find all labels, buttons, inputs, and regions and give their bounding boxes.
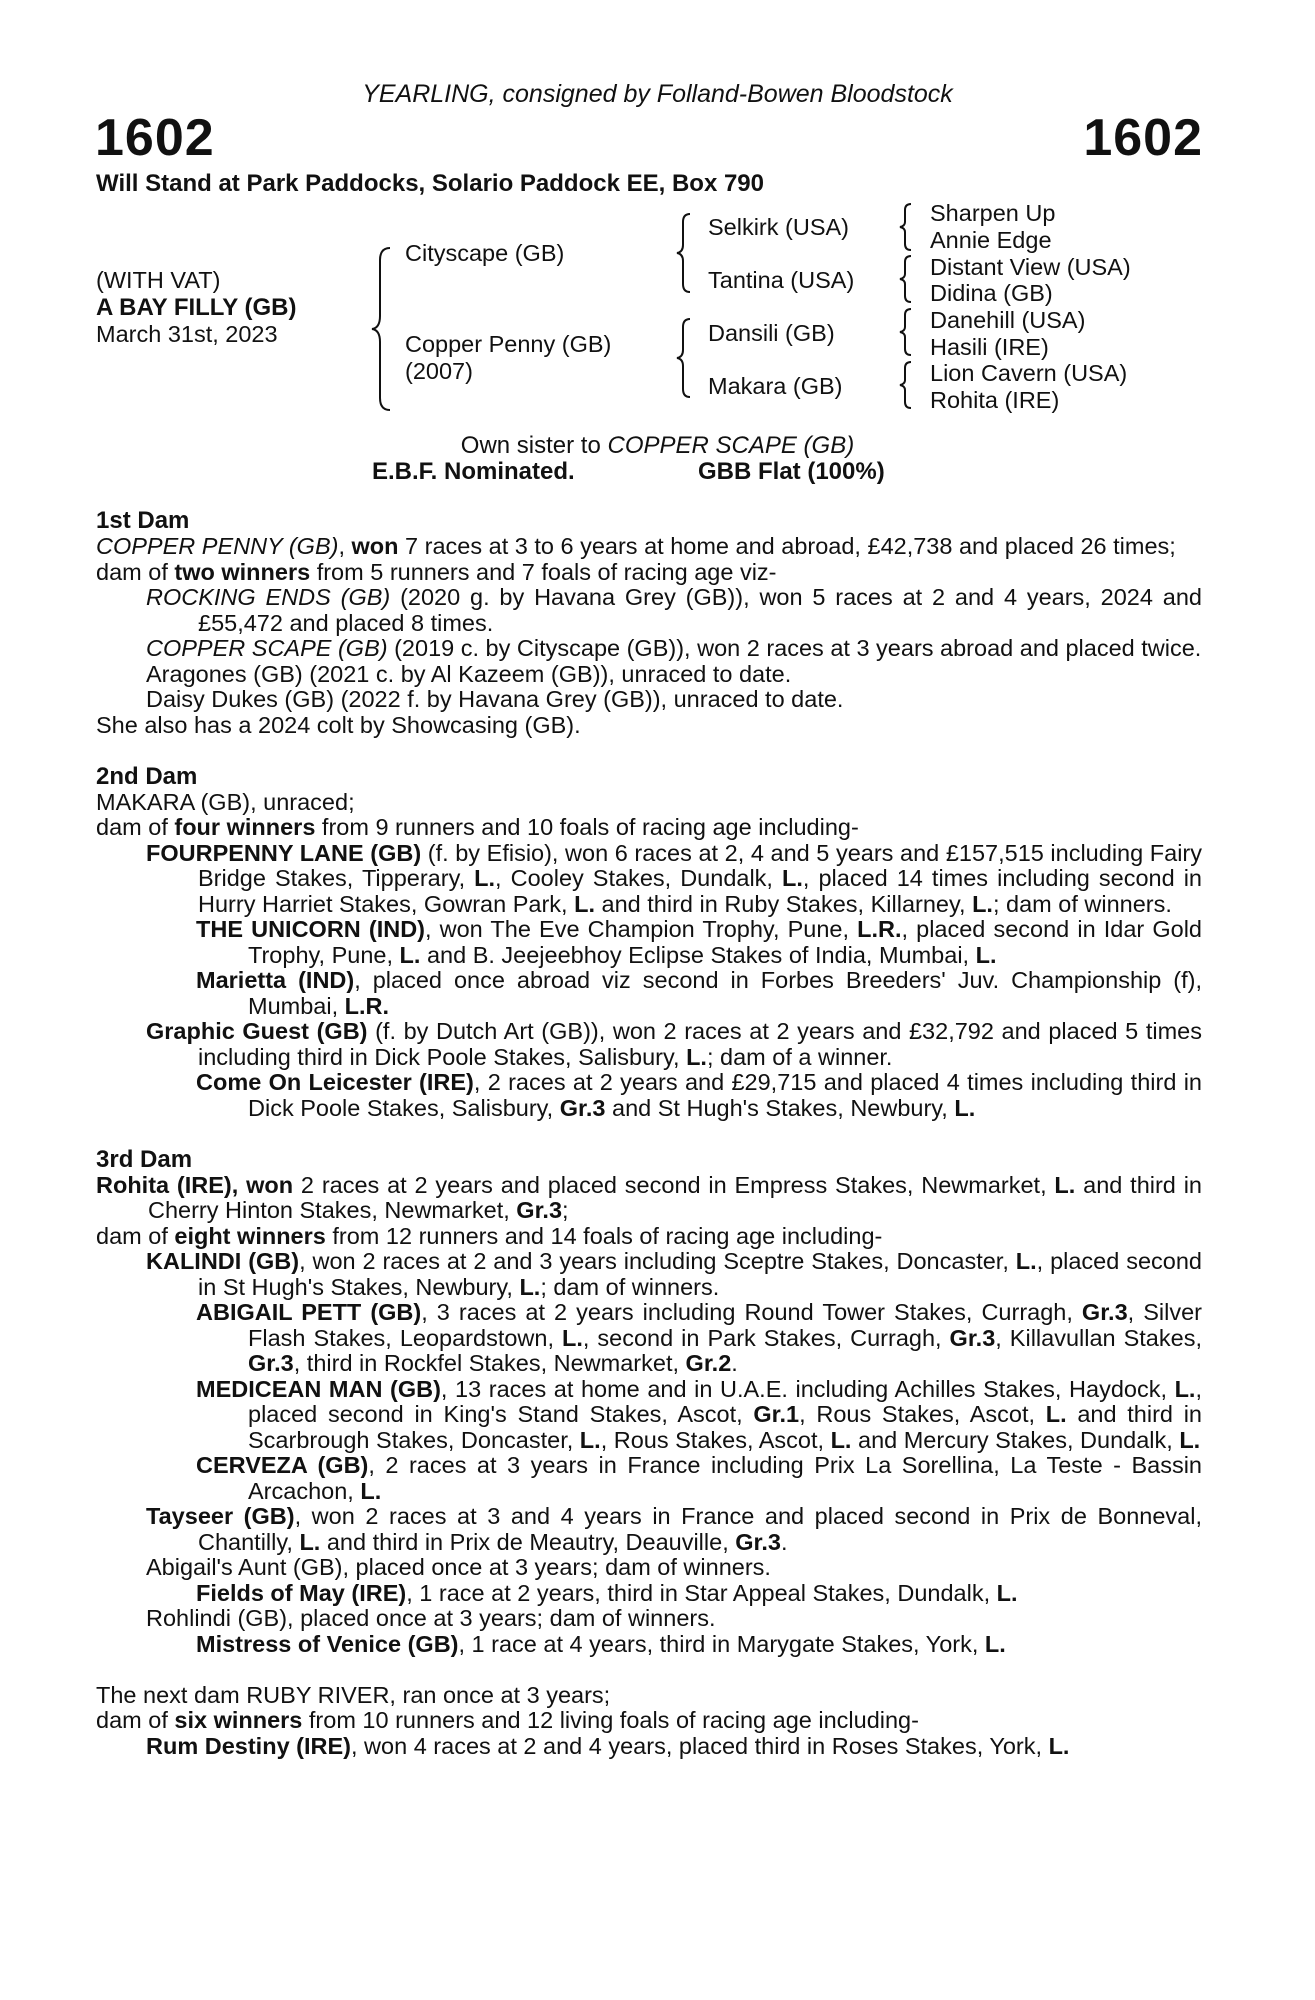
pedigree-brace-dam <box>675 317 693 399</box>
text: , placed 14 times including second in Hurry Harriet Stakes, Gowran Park, <box>198 865 1202 917</box>
gbb-note: GBB Flat (100%) <box>698 458 885 485</box>
produce-name: Graphic Guest (GB) <box>146 1018 368 1044</box>
text: . <box>731 1350 738 1376</box>
spacer <box>96 1121 1202 1147</box>
spacer <box>96 1657 1202 1683</box>
text: Gr.3 <box>735 1528 781 1555</box>
produce-name: ROCKING ENDS (GB) <box>146 584 391 610</box>
text: 2 races at 2 years and placed second in Empress Stakes, Newmarket, <box>293 1171 1055 1198</box>
text: dam of <box>96 1707 175 1733</box>
won-label: won <box>351 533 399 559</box>
ebf-note: E.B.F. Nominated. <box>372 458 575 485</box>
text: and third in Prix de Meautry, Deauville, <box>320 1528 736 1555</box>
pedigree-gen4-7: Lion Cavern (USA) <box>930 360 1128 386</box>
text: L. <box>1179 1426 1201 1453</box>
winners-count: six winners <box>174 1707 303 1733</box>
text: dam of <box>96 558 175 585</box>
text: , won 4 races at 2 and 4 years, placed third in Roses Stakes, York, <box>351 1732 1049 1759</box>
produce-aragones: Aragones (GB) (2021 c. by Al Kazeem (GB)), unraced to date. <box>146 660 792 687</box>
text: L.R. <box>344 992 390 1019</box>
text: , 3 races at 2 years including Round Tower Stakes, Curragh, <box>421 1299 1082 1325</box>
second-dam-heading: 2nd Dam <box>96 762 198 790</box>
text: , placed second in St Hugh's Stakes, Newbury, <box>198 1248 1202 1300</box>
next-dam-produce-summary <box>96 1708 1202 1734</box>
text: , won The Eve Champion Trophy, Pune, <box>425 916 858 942</box>
text: , won 2 races at 2 and 3 years including Sceptre Stakes, Doncaster, <box>299 1248 1016 1274</box>
text: , placed once abroad viz second in Forbes Breeders' Juv. Championship (f), Mumbai, <box>248 967 1202 1019</box>
pedigree-gen4-4: Didina (GB) <box>930 280 1053 306</box>
text: and third in Ruby Stakes, Killarney, <box>595 890 973 917</box>
text: , Rous Stakes, Ascot, <box>799 1401 1046 1427</box>
produce-rum-destiny <box>96 1734 1202 1760</box>
produce-rocking-ends <box>96 585 1202 636</box>
first-dam-text: 7 races at 3 to 6 years at home and abroad, £42,738 and placed 26 times; <box>398 533 1176 559</box>
produce-abigail-pett <box>96 1300 1202 1377</box>
text: , 2 races at 2 years and £29,715 and placed 4 times including third in Dick Poole Stakes, Salisbury, <box>248 1069 1202 1121</box>
text: and B. Jeejeebhoy Eclipse Stakes of India, Mumbai, <box>420 941 976 968</box>
lot-number-right: 1602 <box>1083 109 1203 167</box>
produce-copper-scape <box>96 636 1202 662</box>
pedigree-brace-sire <box>675 212 693 294</box>
text: and third in Scarbrough Stakes, Doncaster, <box>248 1401 1202 1453</box>
text: L. <box>299 1528 321 1555</box>
third-dam-name: Rohita (IRE) <box>96 1171 232 1198</box>
pedigree-gen4-8: Rohita (IRE) <box>930 387 1060 413</box>
text: , second in Park Stakes, Curragh, <box>582 1324 950 1351</box>
text: (f. by Dutch Art (GB)), won 2 races at 2 years and £32,792 and placed 5 times including third in Dick Poole Stakes, Salisbury, <box>198 1018 1202 1070</box>
text: L. <box>1174 1375 1196 1402</box>
horse-name: A BAY FILLY (GB) <box>96 294 297 321</box>
text: and third in Cherry Hinton Stakes, Newmarket, <box>148 1171 1202 1223</box>
text: dam of <box>96 814 175 840</box>
vat-note: (WITH VAT) <box>96 267 221 293</box>
text: . <box>780 1528 788 1555</box>
produce-abigails-aunt: Abigail's Aunt (GB), placed once at 3 years; dam of winners. <box>146 1554 771 1580</box>
pedigree-gen4-2: Annie Edge <box>930 227 1052 253</box>
stand-location: Will Stand at Park Paddocks, Solario Paddock EE, Box 790 <box>96 170 765 197</box>
winners-count: two winners <box>174 558 311 585</box>
produce-name: Tayseer (GB) <box>146 1503 295 1529</box>
text: L. <box>954 1094 976 1121</box>
produce-name: Mistress of Venice (GB) <box>196 1630 459 1657</box>
text: L. <box>686 1043 707 1070</box>
first-dam-heading: 1st Dam <box>96 507 190 534</box>
text: , won 2 races at 3 and 4 years in France and placed second in Prix de Bonneval, Chantilly, <box>198 1503 1202 1555</box>
text: L. <box>399 941 421 968</box>
produce-mistress-of-venice <box>96 1632 1202 1658</box>
pedigree-brace-g4-1 <box>898 202 914 252</box>
pedigree-gen4-3: Distant View (USA) <box>930 254 1131 280</box>
pedigree-brace-g4-2 <box>898 254 914 304</box>
produce-the-unicorn <box>96 917 1202 968</box>
pedigree-sire: Cityscape (GB) <box>405 240 565 266</box>
text: (2020 g. by Havana Grey (GB)), won 5 races at 2 and 4 years, 2024 and £55,472 and placed 8 times. <box>198 584 1202 636</box>
text: L. <box>1045 1401 1067 1427</box>
text: L. <box>519 1273 541 1300</box>
text: , 2 races at 3 years in France including Prix La Sorellina, La Teste - Bassin Arcachon, <box>248 1452 1202 1504</box>
pedigree-gen4-5: Danehill (USA) <box>930 307 1086 333</box>
text: L. <box>574 890 595 917</box>
text: L. <box>830 1426 852 1453</box>
text: , 1 race at 2 years, third in Star Appeal Stakes, Dundalk, <box>406 1579 997 1606</box>
horse-dob: March 31st, 2023 <box>96 321 278 347</box>
text: Gr.3 <box>949 1324 996 1351</box>
text: , Rous Stakes, Ascot, <box>600 1426 831 1453</box>
produce-name: THE UNICORN (IND) <box>196 916 425 942</box>
text: from 12 runners and 14 foals of racing age including- <box>325 1222 883 1249</box>
produce-come-on-leicester <box>96 1070 1202 1121</box>
lot-number-left: 1602 <box>95 109 215 167</box>
text: L. <box>984 1630 1006 1657</box>
produce-note: She also has a 2024 colt by Showcasing (GB). <box>96 711 581 738</box>
text: dam of <box>96 1222 175 1249</box>
produce-name: KALINDI (GB) <box>146 1248 300 1274</box>
pedigree-sire-dam: Tantina (USA) <box>708 267 855 293</box>
text: and St Hugh's Stakes, Newbury, <box>605 1094 955 1121</box>
text: Gr.2 <box>685 1350 732 1376</box>
produce-name: ABIGAIL PETT (GB) <box>196 1299 422 1325</box>
text: Gr.1 <box>753 1401 800 1427</box>
own-sister-note <box>0 432 1315 460</box>
own-sister-prefix: Own sister to <box>460 432 608 459</box>
catalogue-body <box>96 508 1202 1759</box>
produce-fields-of-may <box>96 1581 1202 1607</box>
produce-name: FOURPENNY LANE (GB) <box>146 839 422 866</box>
pedigree-brace-g4-4 <box>898 360 914 410</box>
text: L. <box>972 890 993 917</box>
first-dam-name: COPPER PENNY (GB) <box>96 533 339 559</box>
text: Gr.3 <box>1081 1299 1128 1325</box>
third-dam-produce-summary <box>96 1224 1202 1250</box>
text: L. <box>474 865 496 891</box>
text: (2019 c. by Cityscape (GB)), won 2 races at 3 years abroad and placed twice. <box>387 635 1202 661</box>
text: L. <box>561 1324 583 1351</box>
pedigree-gen4-6: Hasili (IRE) <box>930 334 1049 360</box>
text: L. <box>1048 1732 1070 1759</box>
third-dam-record <box>96 1173 1202 1224</box>
pedigree-sire-sire: Selkirk (USA) <box>708 214 850 240</box>
text: ; dam of a winner. <box>706 1043 893 1070</box>
third-dam-heading: 3rd Dam <box>96 1145 193 1173</box>
pedigree-dam-sire: Dansili (GB) <box>708 320 835 346</box>
text: from 10 runners and 12 living foals of racing age including- <box>302 1707 919 1733</box>
pedigree-dam-year: (2007) <box>405 358 473 384</box>
text: L. <box>579 1426 601 1453</box>
text: , 1 race at 4 years, third in Marygate Stakes, York, <box>458 1630 985 1657</box>
produce-kalindi <box>96 1249 1202 1300</box>
produce-name: MEDICEAN MAN (GB) <box>196 1375 441 1402</box>
own-sister-name: COPPER SCAPE (GB) <box>607 432 855 459</box>
produce-medicean-man <box>96 1377 1202 1454</box>
text: , Silver Flash Stakes, Leopardstown, <box>248 1299 1202 1351</box>
produce-cerveza <box>96 1453 1202 1504</box>
won-label: , won <box>231 1171 294 1198</box>
produce-graphic-guest <box>96 1019 1202 1070</box>
text: Gr.3 <box>248 1350 294 1376</box>
pedigree-dam-dam: Makara (GB) <box>708 373 843 399</box>
catalogue-subtitle: YEARLING, consigned by Folland-Bowen Bloodstock <box>362 80 953 108</box>
text: , placed second in Idar Gold Trophy, Pune, <box>248 916 1202 968</box>
pedigree-brace-main <box>370 246 394 412</box>
first-dam-produce-summary <box>96 560 1202 586</box>
text: Gr.3 <box>559 1094 606 1121</box>
produce-name: COPPER SCAPE (GB) <box>146 635 388 661</box>
first-dam-record: COPPER PENNY (GB), won 7 races at 3 to 6 years at home and abroad, £42,738 and placed 26 times; <box>96 533 1176 559</box>
text: L.R. <box>857 916 902 942</box>
produce-daisy-dukes: Daisy Dukes (GB) (2022 f. by Havana Grey (GB)), unraced to date. <box>146 686 844 712</box>
pedigree-gen4-1: Sharpen Up <box>930 200 1056 226</box>
text: L. <box>996 1579 1018 1606</box>
text: , 13 races at home and in U.A.E. including Achilles Stakes, Haydock, <box>440 1375 1175 1402</box>
pedigree-dam: Copper Penny (GB) <box>405 331 612 357</box>
produce-name: Fields of May (IRE) <box>196 1579 407 1606</box>
text: L. <box>782 865 803 891</box>
text: from 5 runners and 7 foals of racing age viz- <box>310 558 777 585</box>
second-dam-produce-summary <box>96 815 1202 841</box>
winners-count: eight winners <box>174 1222 326 1249</box>
produce-name: Marietta (IND) <box>196 967 355 993</box>
produce-rohlindi: Rohlindi (GB), placed once at 3 years; dam of winners. <box>146 1605 716 1631</box>
winners-count: four winners <box>174 814 316 840</box>
pedigree-brace-g4-3 <box>898 307 914 357</box>
text: (f. by Efisio), won 6 races at 2, 4 and 5 years and £157,515 including Fairy Bridge Stakes, Tipperary, <box>198 839 1202 891</box>
spacer <box>96 738 1202 764</box>
produce-name: Come On Leicester (IRE) <box>196 1069 474 1095</box>
produce-name: Rum Destiny (IRE) <box>146 1732 351 1759</box>
text: ; dam of winners. <box>540 1273 720 1300</box>
text: L. <box>1015 1248 1037 1274</box>
text: , placed second in King's Stand Stakes, Ascot, <box>248 1375 1202 1427</box>
text: ; <box>562 1197 569 1223</box>
text: ; dam of winners. <box>992 890 1172 917</box>
text: Gr.3 <box>516 1197 563 1223</box>
text: , third in Rockfel Stakes, Newmarket, <box>293 1350 686 1376</box>
produce-marietta <box>96 968 1202 1019</box>
text: from 9 runners and 10 foals of racing age including- <box>315 814 859 840</box>
text: L. <box>975 941 997 968</box>
produce-name: CERVEZA (GB) <box>196 1452 369 1478</box>
produce-tayseer <box>96 1504 1202 1555</box>
next-dam-record: The next dam RUBY RIVER, ran once at 3 years; <box>96 1681 611 1708</box>
text: , Cooley Stakes, Dundalk, <box>495 865 782 891</box>
text: L. <box>360 1477 382 1504</box>
produce-fourpenny-lane <box>96 841 1202 918</box>
second-dam-record: MAKARA (GB), unraced; <box>96 788 355 815</box>
text: and Mercury Stakes, Dundalk, <box>851 1426 1180 1453</box>
text: L. <box>1054 1171 1076 1198</box>
text: , Killavullan Stakes, <box>995 1324 1202 1351</box>
